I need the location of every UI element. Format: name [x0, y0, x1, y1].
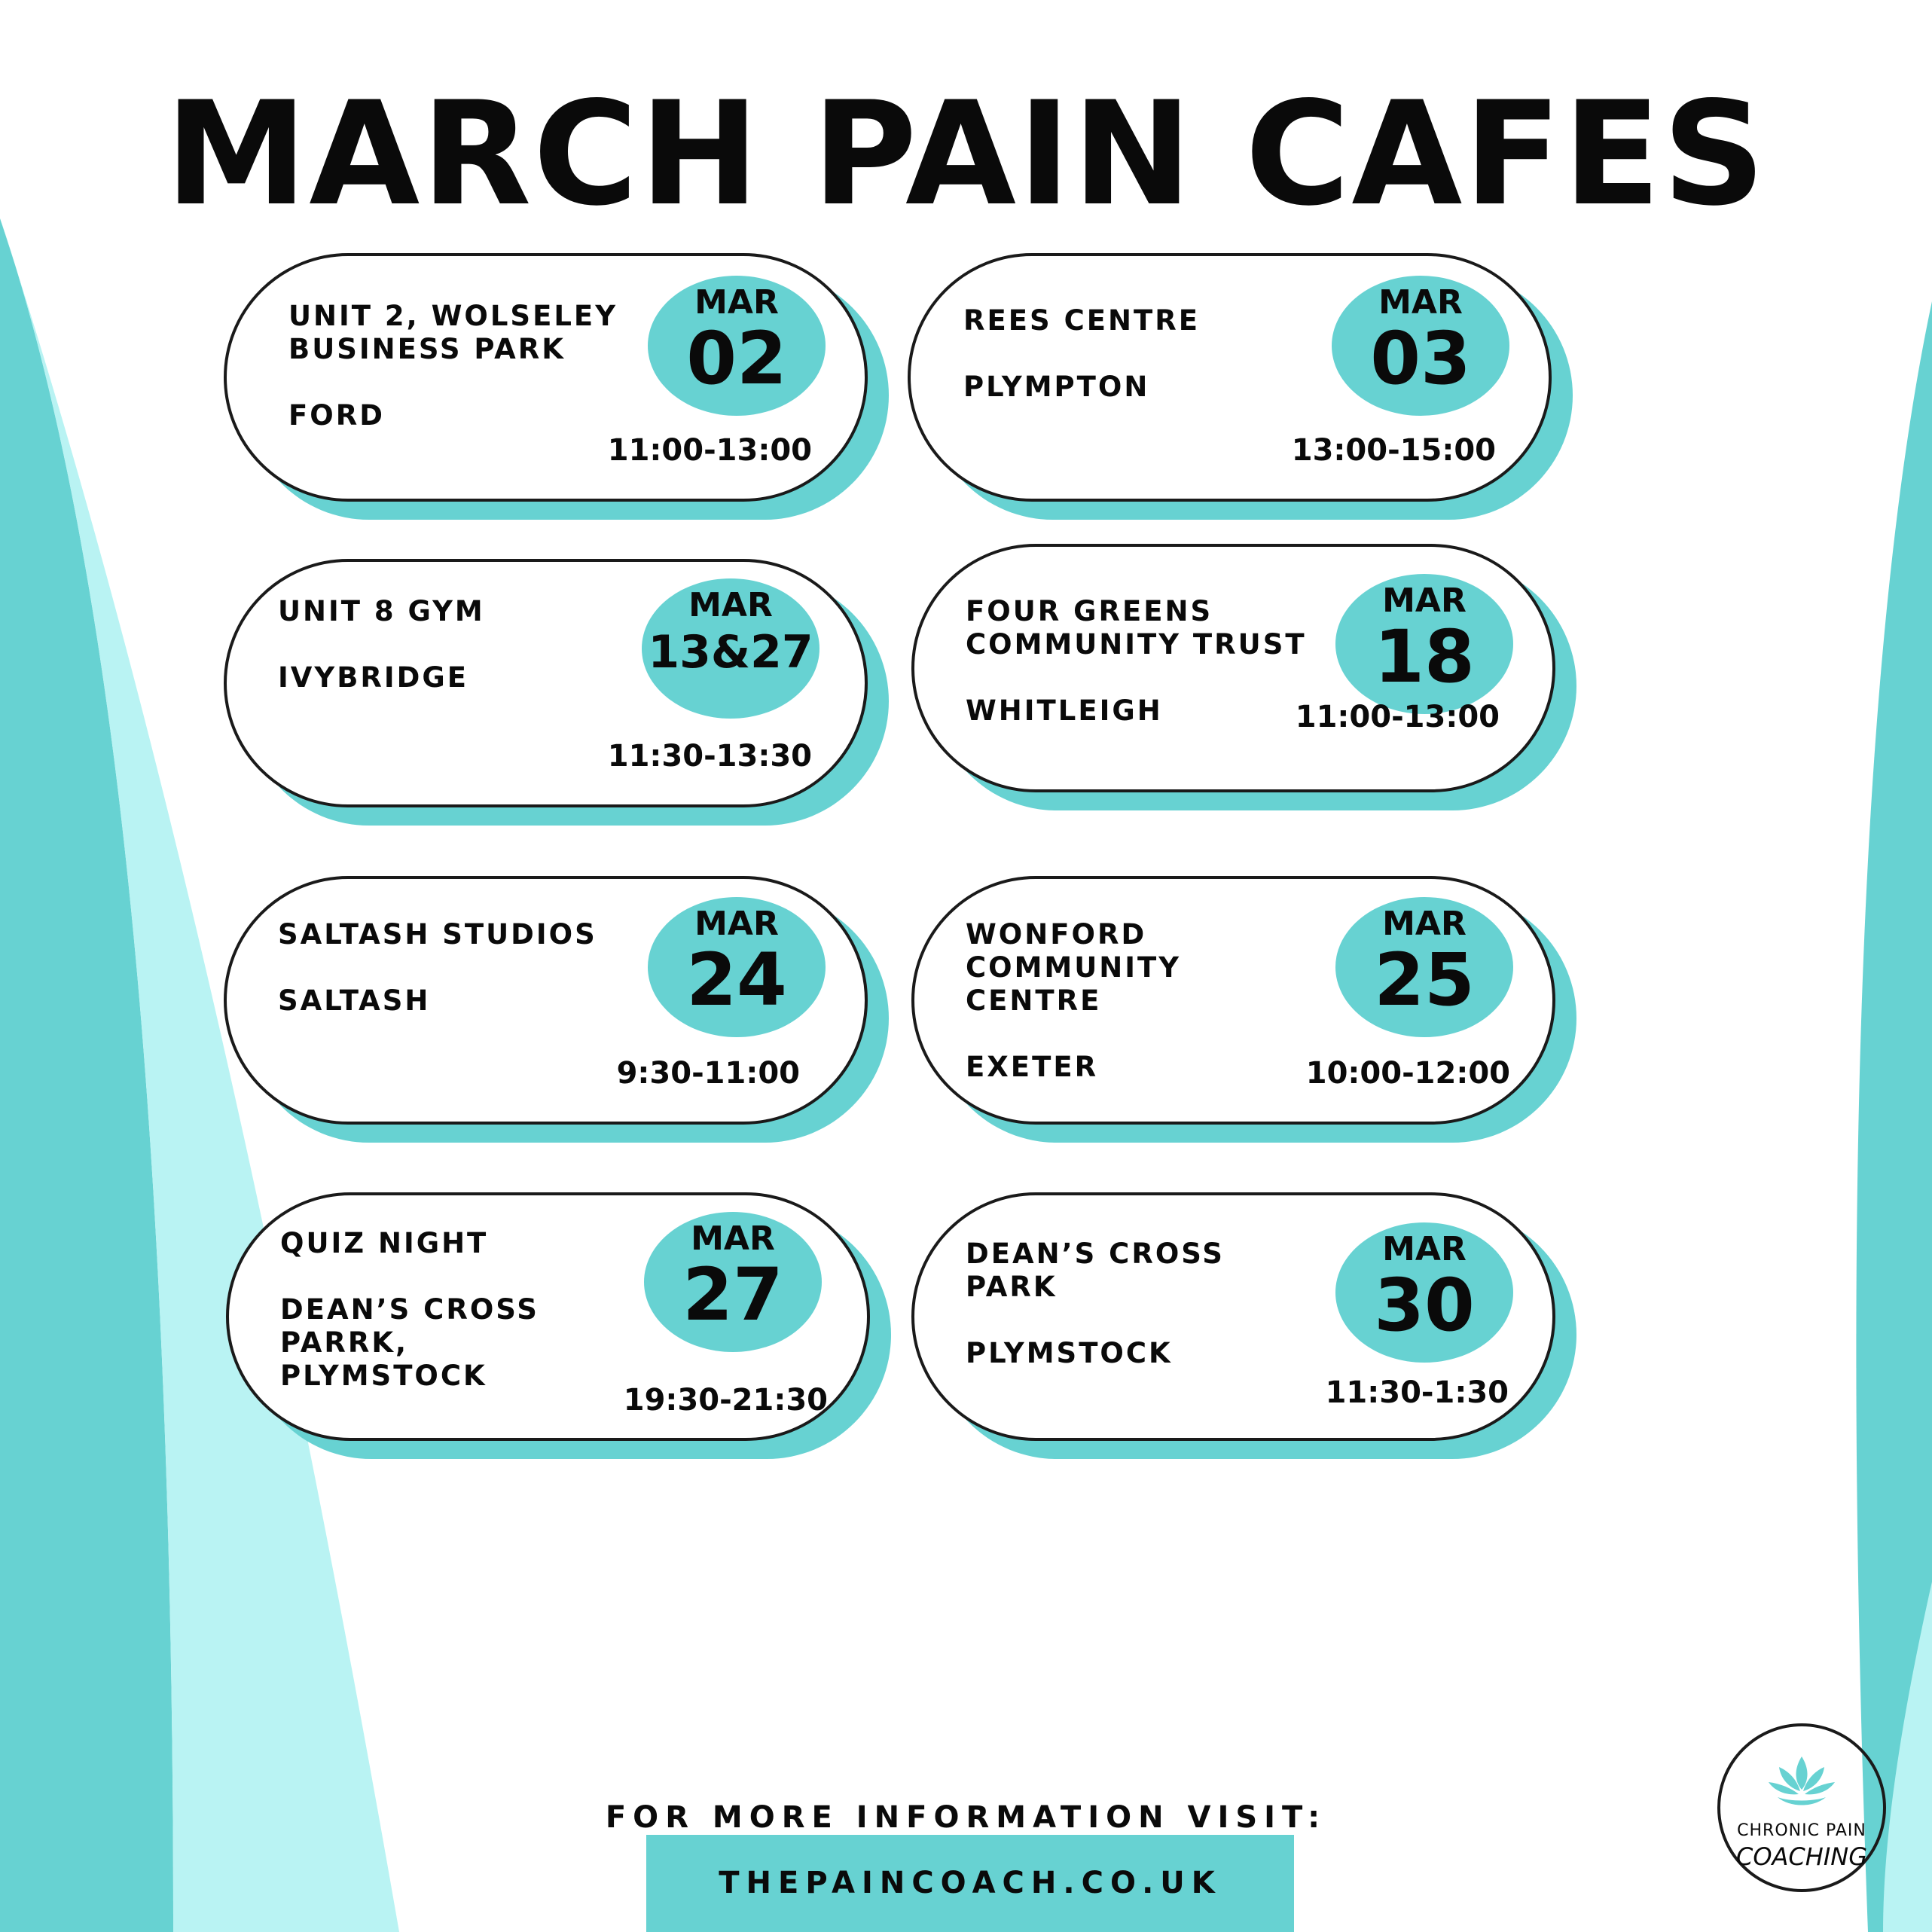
town-line: IVYBRIDGE [278, 661, 469, 694]
event-card [908, 253, 1552, 502]
venue-line: REES CENTRE [963, 304, 1200, 337]
date-day: 30 [1374, 1263, 1475, 1348]
town-line: FORD [288, 399, 385, 432]
town-line: PLYMSTOCK [280, 1360, 487, 1392]
date-month: MAR [688, 586, 773, 624]
date-day: 18 [1374, 615, 1475, 699]
town-line: DEAN’S CROSS [280, 1293, 539, 1326]
date-day: 27 [682, 1253, 783, 1337]
date-day: 02 [686, 316, 787, 401]
event-time: 13:00-15:00 [1291, 433, 1496, 468]
event-venue [963, 304, 1325, 404]
event-venue [966, 1238, 1327, 1370]
date-badge [1332, 276, 1509, 416]
event-card [911, 1192, 1555, 1441]
card-face [224, 876, 868, 1125]
date-day: 13&27 [648, 626, 813, 679]
website-link[interactable]: THEPAINCOACH.CO.UK [646, 1835, 1294, 1932]
event-card [911, 544, 1555, 792]
event-venue [278, 918, 639, 1018]
date-month: MAR [1382, 581, 1467, 620]
date-badge [648, 897, 826, 1037]
date-month: MAR [691, 1219, 775, 1258]
date-month: MAR [694, 283, 779, 322]
event-time: 19:30-21:30 [623, 1383, 828, 1418]
venue-line: QUIZ NIGHT [280, 1227, 489, 1259]
venue-line: COMMUNITY [966, 951, 1182, 984]
page-title: MARCH PAIN CAFES [165, 71, 1767, 237]
date-badge [1335, 574, 1513, 714]
venue-line: SALTASH STUDIOS [278, 918, 597, 951]
town-line: PLYMSTOCK [966, 1337, 1173, 1369]
date-day: 24 [686, 938, 787, 1022]
card-face [226, 1192, 870, 1441]
event-card [224, 253, 868, 502]
event-venue [288, 300, 650, 432]
card-face [224, 253, 868, 502]
date-day: 25 [1374, 938, 1475, 1022]
card-face [911, 1192, 1555, 1441]
town-line: EXETER [966, 1051, 1099, 1083]
date-month: MAR [1382, 905, 1467, 943]
event-venue [966, 595, 1327, 728]
venue-line: UNIT 2, WOLSELEY [288, 300, 618, 332]
venue-line: WONFORD [966, 918, 1147, 951]
event-venue [280, 1227, 642, 1393]
event-time: 10:00-12:00 [1305, 1056, 1510, 1091]
lotus-icon [1764, 1752, 1839, 1812]
card-face [224, 559, 868, 807]
event-time: 11:00-13:00 [607, 433, 812, 468]
venue-line: COMMUNITY TRUST [966, 628, 1307, 661]
chronic-pain-coaching-logo [1717, 1723, 1886, 1892]
event-venue [278, 595, 639, 694]
event-time: 9:30-11:00 [616, 1056, 800, 1091]
event-card [224, 559, 868, 807]
venue-line: UNIT 8 GYM [278, 595, 485, 627]
event-card [224, 876, 868, 1125]
town-line: PARRK, [280, 1326, 409, 1359]
card-face [908, 253, 1552, 502]
town-line: WHITLEIGH [966, 694, 1163, 727]
logo-line-2: COACHING [1736, 1842, 1867, 1871]
venue-line: DEAN’S CROSS [966, 1238, 1225, 1270]
venue-line: BUSINESS PARK [288, 333, 566, 365]
date-badge [1335, 897, 1513, 1037]
date-day: 03 [1370, 316, 1471, 401]
card-face [911, 544, 1555, 792]
town-line: SALTASH [278, 984, 431, 1017]
card-face [911, 876, 1555, 1125]
footer-label: FOR MORE INFORMATION VISIT: [605, 1800, 1327, 1835]
town-line: PLYMPTON [963, 371, 1150, 403]
venue-line: FOUR GREENS [966, 595, 1213, 627]
date-badge [1335, 1222, 1513, 1363]
date-month: MAR [694, 905, 779, 943]
date-month: MAR [1382, 1230, 1467, 1268]
date-month: MAR [1378, 283, 1463, 322]
date-badge [648, 276, 826, 416]
date-badge [644, 1212, 822, 1352]
event-time: 11:30-13:30 [607, 739, 812, 774]
event-time: 11:30-1:30 [1325, 1375, 1509, 1410]
event-time: 11:00-13:00 [1295, 700, 1500, 734]
event-venue [966, 918, 1327, 1084]
event-card [911, 876, 1555, 1125]
venue-line: PARK [966, 1271, 1058, 1303]
event-card [226, 1192, 870, 1441]
venue-line: CENTRE [966, 984, 1102, 1017]
logo-line-1: CHRONIC PAIN [1737, 1821, 1866, 1840]
date-badge [642, 578, 819, 719]
